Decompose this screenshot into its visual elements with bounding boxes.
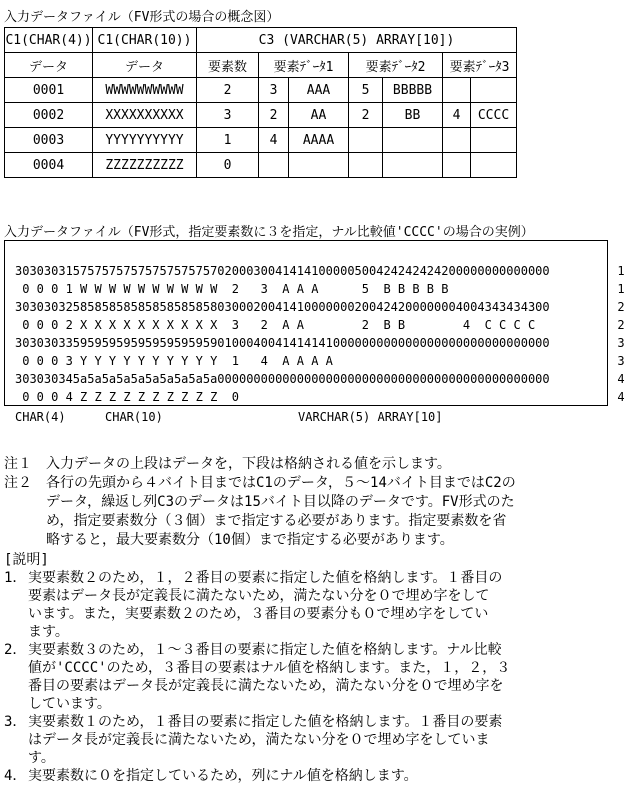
note-label: 注１ [4,456,32,472]
table-cell [443,78,471,103]
table-cell: AAA [289,78,349,103]
column-header-c1: C1(CHAR(4)) [5,28,93,53]
column-header-c3: C3 (VARCHAR(5) ARRAY[10]) [197,28,517,53]
column-header-c2: C1(CHAR(10)) [93,28,197,53]
table-cell: 4 [443,103,471,128]
hex-dump-panel [4,240,635,408]
table-cell: XXXXXXXXXX [93,103,197,128]
item-number: 4． [4,768,27,784]
table-cell [349,153,383,178]
table-cell: ZZZZZZZZZZ [93,153,197,178]
explanation-item-1 [4,569,510,641]
table-cell: WWWWWWWWWW [93,78,197,103]
section1-title: 入力データファイル（FV形式の場合の概念図） [4,10,280,25]
note-line: データ，繰返し列C3のデータは15バイト目以降のデータです。FV形式のた [46,494,515,510]
table-cell: 0001 [5,78,93,103]
explanation-item-4 [4,767,510,785]
item-number: 3． [4,714,27,730]
item-line: ます。 [28,624,69,640]
table-cell [471,128,517,153]
item-body [28,641,510,713]
table-cell: 0 [197,153,259,178]
table-cell: BB [383,103,443,128]
record-number: 2 [617,300,625,314]
item-line: 実要素数に０を指定しているため，列にナル値を格納します。 [28,768,418,784]
note-label: 注２ [4,475,32,491]
explanation-item-3 [4,713,510,767]
record-number: 3 [617,336,625,350]
item-line: 実要素数３のため，１～３番目の要素に指定した値を格納します。ナル比較 [28,642,502,658]
table-row [5,153,517,178]
record-number: 2 [617,318,625,332]
item-body [28,713,502,767]
record-number: 4 [617,372,625,386]
dump-label-varchar: VARCHAR(5) ARRAY[10] [298,410,443,424]
item-line: 番目の要素はデータ長が定義長に満たないため，満たない分を０で埋め字を [28,678,504,694]
item-line: 実要素数１のため，１番目の要素に指定した値を格納します。１番目の要素 [28,714,503,730]
table-row [5,103,517,128]
note-body [46,455,451,474]
section2-title: 入力データファイル（FV形式，指定要素数に３を指定，ナル比較値'CCCC'の場合の実例） [4,225,534,240]
table-cell: CCCC [471,103,517,128]
table-header-row-2 [5,53,517,78]
explanation-block [4,551,510,785]
dump-hex-line: 30303032585858585858585858580300020041410000000200424200000004004343434300 [15,300,550,314]
note-2 [4,474,516,550]
table-cell [443,153,471,178]
table-cell [383,128,443,153]
table-cell: 0004 [5,153,93,178]
table-cell [349,128,383,153]
table-cell [443,128,471,153]
table-cell: 2 [349,103,383,128]
item-line: 実要素数２のため，１，２番目の要素に指定した値を格納します。１番目の [28,570,503,586]
notes-block [4,455,516,550]
record-number-column [614,262,628,406]
table-cell: BBBBB [383,78,443,103]
dump-char-line: 0 0 0 2 X X X X X X X X X X 3 2 A A 2 B B 4 C C C C [15,318,550,332]
hex-dump-lines [15,262,550,406]
table-cell: 3 [197,103,259,128]
subheader-data1: データ [5,53,93,78]
note-line: 略すると，最大要素数分（10個）まで指定する必要があります。 [46,532,454,548]
subheader-elem3: 要素ﾃﾞｰﾀ3 [443,53,517,78]
dump-label-char10: CHAR(10) [105,410,163,424]
concept-table [4,27,517,178]
table-cell: 5 [349,78,383,103]
item-body [28,569,502,641]
dump-char-line: 0 0 0 1 W W W W W W W W W W 2 3 A A A 5 B B B B B [15,282,550,296]
table-cell: 2 [259,103,289,128]
table-cell: 3 [259,78,289,103]
record-number: 1 [617,264,625,278]
item-line: 値が'CCCC'のため，３番目の要素はナル値を格納します。また，１，２，３ [28,660,511,676]
explanation-item-2 [4,641,510,713]
record-number: 4 [617,390,625,404]
item-line: はデータ長が定義長に満たないため，満たない分を０で埋め字をしていま [28,732,490,748]
note-1 [4,455,516,474]
note-line: 入力データの上段はデータを，下段は格納される値を示します。 [46,456,451,472]
table-cell: AAAA [289,128,349,153]
subheader-elem2: 要素ﾃﾞｰﾀ2 [349,53,443,78]
note-line: 各行の先頭から４バイト目まではC1のデータ，５～14バイト目まではC2の [46,475,516,491]
record-number: 3 [617,354,625,368]
table-header-row-1 [5,28,517,53]
table-cell: 4 [259,128,289,153]
table-cell [471,153,517,178]
table-cell: AA [289,103,349,128]
dump-hex-line: 30303033595959595959595959590100040041414141000000000000000000000000000000 [15,336,550,350]
item-number: 1． [4,570,27,586]
table-cell [471,78,517,103]
record-number: 1 [617,282,625,296]
dump-hex-line: 303030345a5a5a5a5a5a5a5a5a5a0000000000000000000000000000000000000000000000 [15,372,550,386]
table-cell: 0003 [5,128,93,153]
item-line: す。 [28,750,55,766]
table-cell: YYYYYYYYYY [93,128,197,153]
table-cell: 2 [197,78,259,103]
item-line: 要素はデータ長が定義長に満たないため，満たない分を０で埋め字をして [28,588,490,604]
table-cell [383,153,443,178]
note-line: め，指定要素数分（３個）まで指定する必要があります。指定要素数を省 [46,513,507,529]
item-line: います。また，実要素数２のため，３番目の要素分も０で埋め字をしてい [28,606,489,622]
dump-char-line: 0 0 0 3 Y Y Y Y Y Y Y Y Y Y 1 4 A A A A [15,354,550,368]
note-body [46,474,516,550]
item-body [28,767,418,785]
table-cell: 0002 [5,103,93,128]
item-line: しています。 [28,696,111,712]
table-cell [289,153,349,178]
table-cell: 1 [197,128,259,153]
subheader-count: 要素数 [197,53,259,78]
table-row [5,78,517,103]
dump-char-line: 0 0 0 4 Z Z Z Z Z Z Z Z Z Z 0 [15,390,550,404]
table-row [5,128,517,153]
table-cell [259,153,289,178]
subheader-data2: データ [93,53,197,78]
subheader-elem1: 要素ﾃﾞｰﾀ1 [259,53,349,78]
dump-hex-line: 30303031575757575757575757570200030041414100000500424242424200000000000000 [15,264,550,278]
explanation-heading: [説明] [4,552,49,568]
dump-label-char4: CHAR(4) [15,410,66,424]
item-number: 2． [4,642,27,658]
